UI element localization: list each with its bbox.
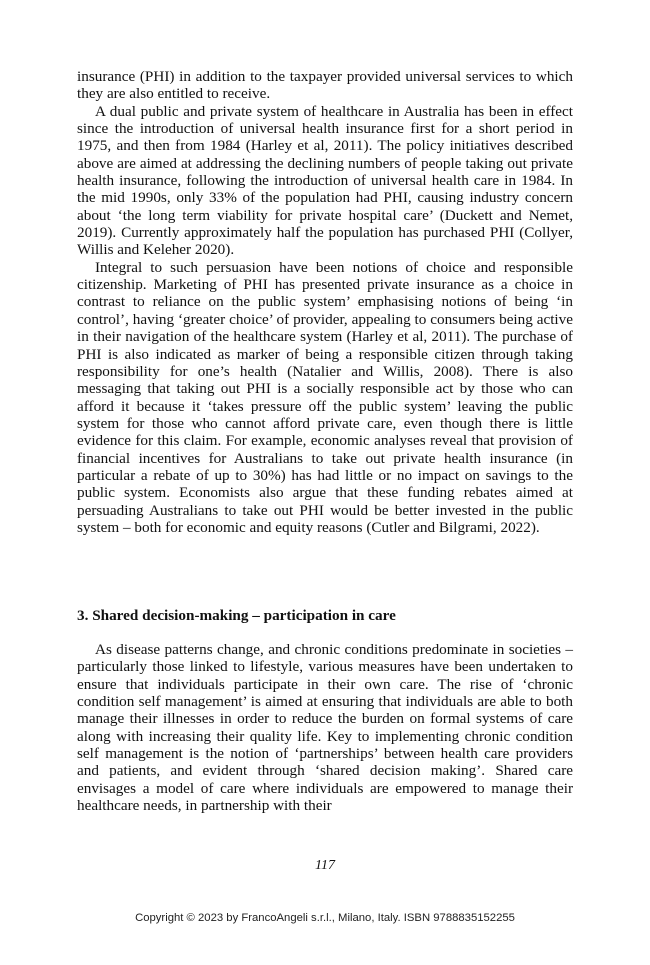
paragraph-shared-care: As disease patterns change, and chronic conditions predominate in societies – particularly those linked to lifestyle, various measures have been undertaken to ensure that individuals participate in their own care. The rise of ‘chronic condition self management’ is aimed at ensuring that individuals are able to both manage their illnesses in order to reduce the burden on formal systems of care along with increasing their quality life. Key to implementing chronic condition self management is the notion of ‘partnerships’ between health care providers and patients, and evident through ‘shared decision making’. Shared care envisages a model of care where individuals are empowered to manage their healthcare needs, in partnership with their xyxy=(77,641,573,815)
paragraph-choice-citizenship: Integral to such persuasion have been notions of choice and responsible citizenship. Marketing of PHI has presented private insurance as a choice in contrast to reliance on the public system’ emphasising notions of being ‘in control’, having ‘greater choice’ of provider, appealing to consumers being active in their navigation of the healthcare system (Harley et al, 2011). The purchase of PHI is also indicated as marker of being a responsible citizen through taking responsibility for one’s health (Natalier and Willis, 2008). There is also messaging that taking out PHI is a socially responsible act by those who can afford it because it ‘takes pressure off the public system’ leaving the public system for those who cannot afford private care, even though there is little evidence for this claim. For example, economic analyses reveal that provision of financial incentives for Australians to take out private health insurance (in particular a rebate of up to 30%) has had little or no impact on savings to the public system. Economists also argue that these funding rebates aimed at persuading Australians to take out PHI would be better invested in the public system – both for economic and equity reasons (Cutler and Bilgrami, 2022). xyxy=(77,258,573,536)
page-number: 117 xyxy=(315,858,335,873)
paragraph-dual-system: A dual public and private system of healthcare in Australia has been in effect since the introduction of universal health insurance first for a short period in 1975, and then from 1984 (Harley et al, 2011). The policy initiatives described above are aimed at addressing the declining numbers of people taking out private health insurance, following the introduction of universal health care in 1984. In the mid 1990s, only 33% of the population had PHI, causing industry concern about ‘the long term viability for private hospital care’ (Duckett and Nemet, 2019). Currently approximately half the population has purchased PHI (Collyer, Willis and Keleher 2020). xyxy=(77,102,573,259)
body-text-upper xyxy=(77,68,573,536)
section-heading: 3. Shared decision-making – participation in care xyxy=(77,607,396,624)
paragraph-continued: insurance (PHI) in addition to the taxpayer provided universal services to which they are also entitled to receive. xyxy=(77,68,573,103)
copyright-notice: Copyright © 2023 by FrancoAngeli s.r.l., Milano, Italy. ISBN 9788835152255 xyxy=(135,912,515,924)
body-text-lower xyxy=(77,641,573,814)
